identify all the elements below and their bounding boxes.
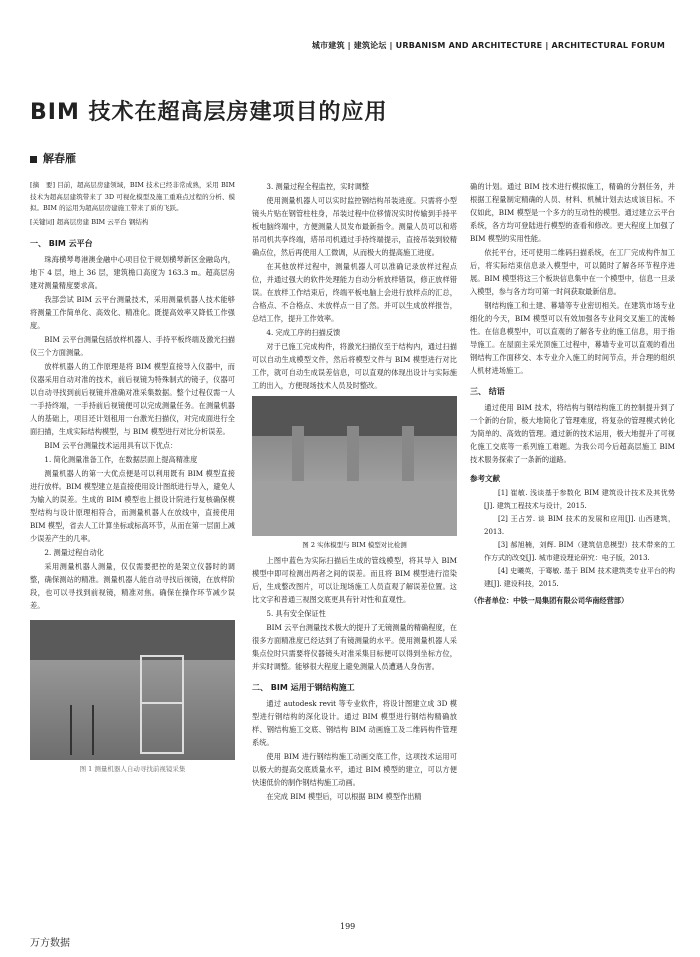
paragraph: 使用 BIM 进行钢结构施工动画交底工作，这项技术运用可以极大的提高交底质量水平，通过 BIM 模型的建立，可以方便快速低价的制作钢结构施工动画。 (252, 752, 457, 787)
author-line (30, 150, 76, 166)
section-heading-3: 三、 结语 (470, 387, 505, 396)
column-3 (470, 180, 675, 607)
conclusion-paragraph: 通过使用 BIM 技术，将结构与钢结构施工的控制提升到了一个新的台阶，极大地简化了管理难度，将复杂的管理模式转化为简单的、高效的管理。通过新的技术运用，极大地提升了可视化施工交底等一系列施工难题。为我公司今后超高层施工 BIM 技术服务探索了一条新的道路。 (470, 403, 675, 464)
scaffold (140, 655, 184, 754)
reference-item: [2] 王占芳. 谈 BIM 技术的发展和应用[J]. 山西建筑，2013. (484, 515, 675, 536)
paragraph: 确的计划。通过 BIM 技术进行模拟施工，精确的分割任务，并根据工程量制定精确的人员、材料、机械计划去达成该目标。不仅如此，BIM 模型是一个多方的互动性的模型。通过建立云平台系统，各方均可登陆进行模型的查看和修改。更大程度上加强了 BIM 模型的实用性能。 (470, 182, 675, 243)
article-title: BIM 技术在超高层房建项目的应用 (30, 100, 388, 125)
section-heading-2: 二、 BIM 运用于钢结构施工 (252, 683, 355, 692)
paragraph: 对于已施工完成构件，将激光扫描仪至于结构内，通过扫描可以自动生成模型文件，然后将模型文件与 BIM 模型进行对比工作，就可自动生成误差信息，可以直观的体现出设计与实际施工的出入，方便现场技术人员及时整改。 (252, 342, 457, 390)
paragraph: 4. 完成工序的扫描反馈 (266, 328, 341, 337)
author-affiliation: （作者单位：中铁一局集团有限公司华南经营部） (470, 596, 629, 605)
paragraph: 2. 测量过程自动化 (44, 547, 104, 557)
section-heading-1: 一、 BIM 云平台 (30, 238, 93, 248)
reference-item: [3] 郝旭楠，刘辉. BIM（建筑信息模型）技术带来的工作方式的改变[J]. 城市建设理论研究：电子版，2013. (484, 541, 675, 562)
paragraph: 1. 简化测量准备工作，在数据层面上提高精准度 (44, 454, 198, 464)
paragraph: 钢结构施工和土建、幕墙等专业密切相关。在建筑市场专业细化的今天，BIM 模型可以有效加强各专业间交叉施工的流畅性。在信息模型中，可以直观的了解各专业的施工信息，用于指导施工。在屋面主采光顶施工过程中，幕墙专业可以直观的看出钢结构工作面移交、本专业介入施工的时间节点，并合理的组织人机材进场施工。 (470, 301, 675, 375)
column-2 (252, 180, 457, 804)
figure-1-image (30, 620, 235, 760)
paragraph: 测量机器人的第一大优点便是可以利用既有 BIM 模型直接进行放样。BIM 模型建立是直接使用设计图纸进行导入，避免人为输入的误差。生成的 BIM 模型也上报设计院进行复核确保模型结构与设计原理相符合，而测量机器人在放线中，直接使用 BIM 模型，省去人工计算坐标或标高环节，从而在第一层面上减少误差产生的几率。 (30, 468, 235, 543)
author-square-icon (30, 156, 37, 163)
paragraph: 放样机器人的工作原理是将 BIM 模型直接导入仪器中，而仪器采用自动对准的技术，前后视镜为特殊制式的镜子，仪器可以自动寻找到前后视镜并准确对准采集数据。整个过程仅需一人一手持终端，一手持前后视镜便可以完成测量任务。在测量机器人的基础上，项目还计划租用一台激光扫描仪，对完成面进行全面扫描，生成实际结构模型，与 BIM 模型进行对比分析误差。 (30, 361, 235, 436)
reference-item: [1] 崔敏. 浅谈基于参数化 BIM 建筑设计技术及其优势[J]. 建筑工程技术与设计，2015. (484, 489, 675, 510)
page-number: 199 (340, 922, 356, 931)
keywords: [关键词] 超高层房建 BIM 云平台 钢结构 (30, 217, 149, 226)
ceiling-beam (30, 620, 235, 660)
references-heading: 参考文献 (470, 474, 500, 483)
paragraph: 在完成 BIM 模型后，可以根据 BIM 模型作出精 (266, 792, 422, 801)
paragraph: BIM 云平台测量技术极大的提升了无镜测量的精确程度，在很多方面精准度已经达到了有镜测量的水平。使用测量机器人采集点位时只需要将仪器镜头对准采集目标便可以得到坐标方位，并实时调整。能够很大程度上避免测量人员遭遇人身伤害。 (252, 623, 457, 671)
paragraph: BIM 云平台测量技术运用具有以下优点： (44, 440, 178, 450)
figure-2-caption: 图 2 实体模型与 BIM 模型对比检测 (302, 541, 407, 549)
watermark: 万方数据 (30, 938, 70, 949)
abstract: [摘 要] 目前，超高层房建领域，BIM 技术已经非常成熟，采用 BIM 技术为超高层建筑带来了 3D 可视化模型及施工重难点过程的分析、模拟。BIM 的运用为超高层房建施工带来了质的飞跃。 (30, 181, 235, 212)
floor (252, 481, 457, 536)
column-1 (30, 180, 235, 778)
paragraph: 5. 具有安全保证性 (266, 609, 326, 618)
paragraph: 3. 测量过程全程监控，实时调整 (266, 182, 369, 191)
reference-item: [4] 史曦英，于骞敏. 基于 BIM 技术建筑类专业平台的构建[J]. 建设科技，2015. (484, 567, 675, 588)
paragraph: BIM 云平台测量包括放样机器人、手持平板终端及激光扫描仪三个方面测量。 (30, 334, 235, 357)
paragraph: 我部尝试 BIM 云平台测量技术，采用测量机器人技术能够将测量工作简单化、高效化、精准化。既提高效率又降低工作强度。 (30, 294, 235, 330)
paragraph: 珠海横琴粤港澳金融中心项目位于规划横琴新区金融岛内，地下 4 层，地上 36 层，建筑檐口高度为 163.3 m。超高层房建对测量精度要求高。 (30, 254, 235, 290)
instrument-tripod (70, 705, 94, 755)
paragraph: 通过 autodesk revit 等专业软件，将设计图建立成 3D 模型进行钢结构的深化设计。通过 BIM 模型进行钢结构精确放样、钢结构施工交底、钢结构 BIM 动画施工及二维码构件管理系统。 (252, 699, 457, 747)
paragraph: 依托平台，还可使用二维码扫描系统，在工厂完成构件加工后，将实际结束信息录入模型中，可以随时了解各环节程序进展。BIM 模型将这三个板块信息集中在一个模型中，信息一旦录入模型，参与各方均可第一时间获取最新信息。 (470, 248, 675, 296)
author-name: 解春雁 (43, 152, 76, 165)
journal-header: 城市建筑 | 建筑论坛 | URBANISM AND ARCHITECTURE | ARCHITECTURAL FORUM (311, 41, 665, 50)
paragraph: 使用测量机器人可以实时监控钢结构吊装进度。只需将小型镜头片贴在钢管柱柱身，吊装过程中位移情况实时传输到手持平板电脑终端中，方便测量人员发布最新指令。测量人员可以和塔吊司机共享终端，塔吊司机通过手持终端提示，直接吊装到较精确点位，然后再使用人工微调，从而极大的提高施工进度。 (252, 196, 457, 257)
figure-1-caption: 图 1 测量机器人自动寻找前视镜采集 (79, 764, 186, 773)
figure-2-image (252, 396, 457, 536)
paragraph: 上图中蓝色为实际扫描后生成的管线模型，将其导入 BIM 模型中即可检测出两者之间的误差。而且将 BIM 模型进行渲染后，生成整改图片，可以让现场施工人员直观了解误差位置。这比文字和普通三视图交底更具有针对性和直观性。 (252, 556, 457, 604)
paragraph: 在其他放样过程中，测量机器人可以准确记录放样过程点位，并通过强大的软件处理能力自动分析放样错误，修正放样错误。在放样工作结束后，终端平板电脑上会进行放样点的汇总，合格点、不合格点、未放样点一目了然。并可以生成放样报告，总结工作，提升工作效率。 (252, 262, 457, 323)
paragraph: 采用测量机器人测量，仅仅需要把控的是架立仪器时的调整，确保测站的精准。测量机器人能自动寻找后视镜，在放样阶段，也可以寻找到前视镜，精准对焦。确保在操作环节减少误差。 (30, 561, 235, 610)
